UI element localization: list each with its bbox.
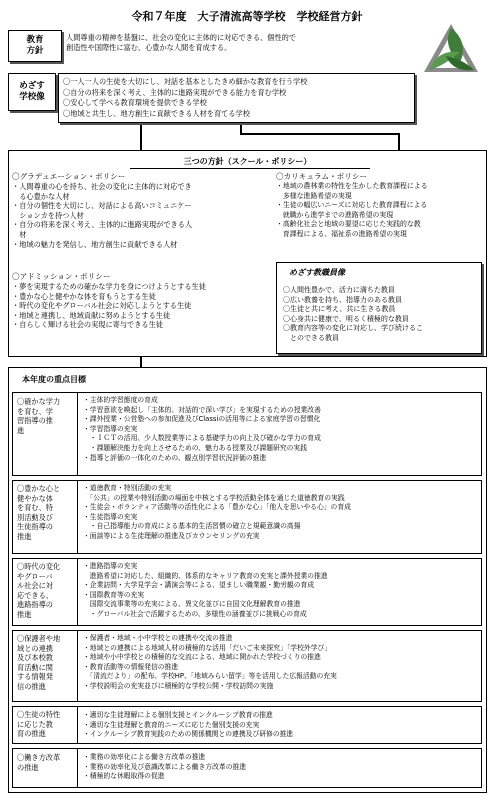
priority-line: ・指導と評価の一体化のための、観点別学習状況評価の推進 bbox=[83, 453, 267, 462]
priority-line: ・国際教育等の充実 bbox=[83, 590, 145, 599]
priority-row bbox=[12, 480, 482, 554]
mission-label-line: 方針 bbox=[26, 46, 44, 56]
curriculum-line: ・高齢化社会と地域の要望に応じた実践的な教 bbox=[276, 220, 421, 229]
teacher-box bbox=[276, 262, 482, 354]
label-line: の推進 bbox=[17, 762, 39, 772]
priority-line: ・主体的学習態度の育成 bbox=[83, 396, 158, 404]
priority-line: ・学習意欲を喚起し「主体的、対話的で深い学び」を実現するための授業改善 bbox=[83, 405, 321, 414]
divider bbox=[77, 481, 78, 553]
mission-label-line: 教育 bbox=[26, 35, 44, 45]
mission-label-box bbox=[8, 30, 62, 62]
connector-line bbox=[240, 125, 242, 133]
label-line: 〇時代の変化 bbox=[17, 562, 61, 571]
label-line: ル社会に対 bbox=[17, 581, 53, 591]
teacher-line: 〇生徒と共に考え、共に生きる教員 bbox=[283, 305, 396, 314]
label-line: 域との連携 bbox=[17, 643, 53, 653]
priority-line: ・業務の効率化による働き方改革の推進 bbox=[83, 753, 206, 761]
priority-line: ・道徳教育・特別活動の充実 bbox=[83, 484, 172, 492]
admission-policy bbox=[12, 272, 274, 330]
priority-row bbox=[12, 630, 482, 702]
label-line: 及び本校教 bbox=[17, 653, 53, 663]
connector-line bbox=[240, 133, 400, 135]
priority-line: ・生徒会・ボランティア活動等の活性化による「豊かな心」「他人を思いやる心」の育成 bbox=[83, 503, 351, 512]
mission-line: 人間尊重の精神を基盤に、社会の変化に主体的に対応できる、個性的で bbox=[66, 33, 297, 42]
policies-title: 三つの方針（スクール・ポリシー） bbox=[183, 157, 312, 166]
priority-line: ・業務の効率化及び意識改革による働き方改革の推進 bbox=[83, 762, 247, 771]
priority-line: ・適切な生徒理解による個別支援とインクルーシブ教育の推進 bbox=[83, 711, 273, 719]
priority-row-content bbox=[83, 753, 246, 782]
priority-row-label bbox=[17, 634, 75, 692]
label-line: やグローバ bbox=[17, 571, 53, 581]
priority-line: ・面談等による生徒理解の推進及びカウンセリングの充実 bbox=[83, 531, 260, 540]
priority-line: ・教育活動等の情報発信の推進 bbox=[83, 662, 179, 671]
label-line: 〇生徒の特性 bbox=[17, 710, 61, 719]
admission-line: ・自らしく輝ける社会の実現に寄与できる生徒 bbox=[12, 320, 163, 330]
priority-row-content bbox=[83, 711, 293, 740]
priority-line: 国際交流事業等の充実による、異文化並びに自国文化理解教育の推進 bbox=[83, 600, 301, 609]
school-emblem-icon bbox=[420, 20, 482, 80]
priority-line: ・生徒指導の充実 bbox=[83, 512, 138, 521]
priority-row-label bbox=[17, 710, 75, 739]
mission-line: 創造性や国際性に富む、心豊かな人間を育成する。 bbox=[66, 42, 232, 52]
divider bbox=[77, 749, 78, 787]
priority-line: ・地域や小中学校との積極的な交流による、地域に開かれた学校づくりの推進 bbox=[83, 653, 321, 662]
page-title: 令和７年度 大子清流高等学校 学校経営方針 bbox=[131, 10, 363, 23]
priority-line: ・ＩＣＴの活用、少人数授業等による基礎学力の向上及び確かな学力の育成 bbox=[83, 434, 321, 443]
priority-row-content bbox=[83, 396, 321, 463]
priority-line: ・自己指導能力の育成による基本的生活習慣の確立と規範意識の高揚 bbox=[83, 522, 301, 531]
priority-row-content bbox=[83, 484, 351, 542]
label-line: を育む、特 bbox=[17, 503, 53, 513]
priority-line: ・進路指導の充実 bbox=[83, 562, 138, 570]
label-line: を育む、学 bbox=[17, 406, 53, 416]
priority-row bbox=[12, 706, 482, 744]
priority-line: ・学習指導の充実 bbox=[83, 424, 138, 433]
priority-row-label bbox=[17, 753, 75, 772]
label-line: 進路指導の bbox=[17, 600, 53, 610]
priority-line: ・保護者・地域・小中学校との連携や交流の推進 bbox=[83, 634, 233, 642]
graduation-line: 材 bbox=[12, 229, 27, 239]
label-line: 推進 bbox=[17, 531, 32, 541]
priority-row-label bbox=[17, 562, 75, 620]
priority-row bbox=[12, 558, 482, 626]
priority-line: 「公共」の授業や特別活動の場面を中核とする学校活動全体を通じた道徳教育の実践 bbox=[83, 493, 345, 502]
priority-line: ・積極的な休暇取得の促進 bbox=[83, 772, 165, 781]
teacher-line: 〇教育内容等の変化に対応し、学び続けるこ bbox=[283, 324, 423, 333]
graduation-line: る心豊かな人材 bbox=[12, 191, 70, 201]
priorities-title: 本年度の重点目標 bbox=[22, 375, 86, 384]
priority-line: ・グローバル社会で活躍するための、多様性の涵養並びに挑戦心の育成 bbox=[83, 609, 307, 618]
curriculum-policy bbox=[276, 172, 482, 240]
graduation-policy bbox=[12, 172, 274, 249]
goal-label-line: 学校像 bbox=[19, 92, 45, 102]
graduation-line: ・人間尊重の心を持ち、社会の変化に主体的に対応でき bbox=[12, 182, 192, 191]
priority-line: ・企業訪問・大学見学会・講演会等による、望ましい職業観・勤労観の育成 bbox=[83, 581, 315, 590]
connector-line bbox=[398, 133, 400, 151]
teacher-line: 〇人間性豊かで、活力に満ちた教員 bbox=[283, 286, 395, 294]
divider bbox=[77, 631, 78, 701]
admission-line: ・地域と連携し、地域貢献に努めようとする生徒 bbox=[12, 310, 171, 320]
label-line: する情報発 bbox=[17, 672, 53, 682]
curriculum-line: ・生徒の幅広いニーズに対応した教育課程による bbox=[276, 201, 428, 210]
graduation-line: ・地域の魅力を発信し、地方創生に貢献できる人材 bbox=[12, 239, 178, 249]
admission-line: ・豊かな心と健やかな体を育もうとする生徒 bbox=[12, 291, 156, 301]
label-line: 〇働き方改革 bbox=[17, 753, 61, 762]
label-line: 健やかな体 bbox=[17, 493, 53, 503]
curriculum-line: 就職から進学までの進路希望の実現 bbox=[276, 210, 394, 219]
curriculum-line: 多様な進路希望の実現 bbox=[276, 191, 352, 200]
goal-label-box bbox=[8, 73, 56, 111]
priority-row-content bbox=[83, 562, 328, 620]
goal-line: 〇安心して学べる教育環境を提供できる学校 bbox=[63, 98, 207, 107]
connector-line bbox=[140, 125, 142, 151]
graduation-head: 〇グラデュエーション・ポリシー bbox=[12, 172, 126, 181]
label-line: 信の推進 bbox=[17, 681, 46, 691]
label-line: 別活動及び bbox=[17, 512, 53, 522]
priority-row bbox=[12, 392, 482, 476]
teacher-line: とのできる教員 bbox=[283, 333, 339, 342]
divider bbox=[130, 168, 370, 169]
label-line: 〇保護者や地 bbox=[17, 634, 61, 643]
divider bbox=[77, 559, 78, 625]
priority-row-label bbox=[17, 397, 75, 435]
connector-line bbox=[140, 357, 142, 367]
label-line: 習指導の推 bbox=[17, 416, 53, 426]
graduation-line: ・自分の将来を深く考え、主体的に進路実現ができる人 bbox=[12, 220, 193, 230]
curriculum-line: 育課程による、福祉系の進路希望の実現 bbox=[276, 229, 407, 238]
curriculum-head: 〇カリキュラム・ポリシー bbox=[276, 172, 368, 181]
curriculum-line: ・地域の農林業の特性を生かした教育課程による bbox=[276, 182, 428, 190]
label-line: 推進 bbox=[17, 609, 32, 619]
priority-line: ・課題解決能力を向上させるための、魅力ある授業及び課題研究の実践 bbox=[83, 443, 308, 452]
goal-label-line: めざす bbox=[19, 81, 45, 91]
priority-line: 「清流だより」の配布、学校HP、「地域みらい留学」等を活用した広報活動の充実 bbox=[83, 672, 337, 681]
priority-line: ・適切な生徒理解と教育的ニーズに応じた個別支援の充実 bbox=[83, 720, 260, 729]
priority-line: ・インクルーシブ教育実践のための関係機関との連携及び研修の推進 bbox=[83, 730, 294, 739]
label-line: 育の推進 bbox=[17, 729, 46, 739]
graduation-line: ・自分の個性を大切にし、対話による高いコミュニケー bbox=[12, 201, 192, 211]
goal-line: 〇地域と共生し、地方創生に貢献できる人材を育てる学校 bbox=[63, 108, 250, 118]
admission-line: ・時代の変化やグローバル社会に対応しようとする生徒 bbox=[12, 301, 192, 311]
label-line: に応じた教 bbox=[17, 719, 53, 729]
priority-line: ・課外授業・公営塾への参加促進及びClassiの活用等による家庭学習の習慣化 bbox=[83, 415, 321, 424]
goal-line: 〇自分の将来を深く考え、主体的に進路実現ができる能力を育む学校 bbox=[63, 87, 287, 97]
goal-line: 〇一人一人の生徒を大切にし、対話を基本としたきめ細かな教育を行う学校 bbox=[63, 77, 308, 86]
priority-row-content bbox=[83, 634, 337, 692]
mission-text bbox=[66, 33, 296, 52]
label-line: 〇豊かな心と bbox=[17, 484, 61, 493]
teacher-line: 〇広い教養を持ち、指導力のある教員 bbox=[283, 295, 402, 304]
divider bbox=[77, 707, 78, 743]
priority-line: ・地域との連携による地域人材の積極的な活用「だいご未来探究」「学校外学び」 bbox=[83, 643, 332, 652]
divider bbox=[77, 393, 78, 475]
graduation-line: ションカを持つ人材 bbox=[12, 210, 84, 220]
label-line: 生徒指導の bbox=[17, 522, 53, 532]
teacher-title: めざす教職員像 bbox=[289, 268, 345, 277]
priority-line: ・学校説明会の充実並びに積極的な学校公開・学校訪問の実施 bbox=[83, 681, 274, 690]
label-line: 応できる、 bbox=[17, 590, 53, 600]
priority-row bbox=[12, 748, 482, 788]
admission-line: ・夢を実現するための確かな学力を身につけようとする生徒 bbox=[12, 282, 206, 291]
priority-line: 進路希望に対応した、組織的、体系的なキャリア教育の充実と課外授業の推進 bbox=[83, 571, 328, 580]
label-line: 進 bbox=[17, 425, 25, 435]
goal-box bbox=[58, 73, 415, 123]
priority-row-label bbox=[17, 484, 75, 542]
label-line: 育活動に関 bbox=[17, 662, 53, 672]
teacher-line: 〇心身共に健康で、明るく積極的な教員 bbox=[283, 314, 409, 323]
admission-head: 〇アドミッション・ポリシー bbox=[12, 272, 111, 281]
label-line: 〇確かな学力 bbox=[17, 397, 61, 406]
